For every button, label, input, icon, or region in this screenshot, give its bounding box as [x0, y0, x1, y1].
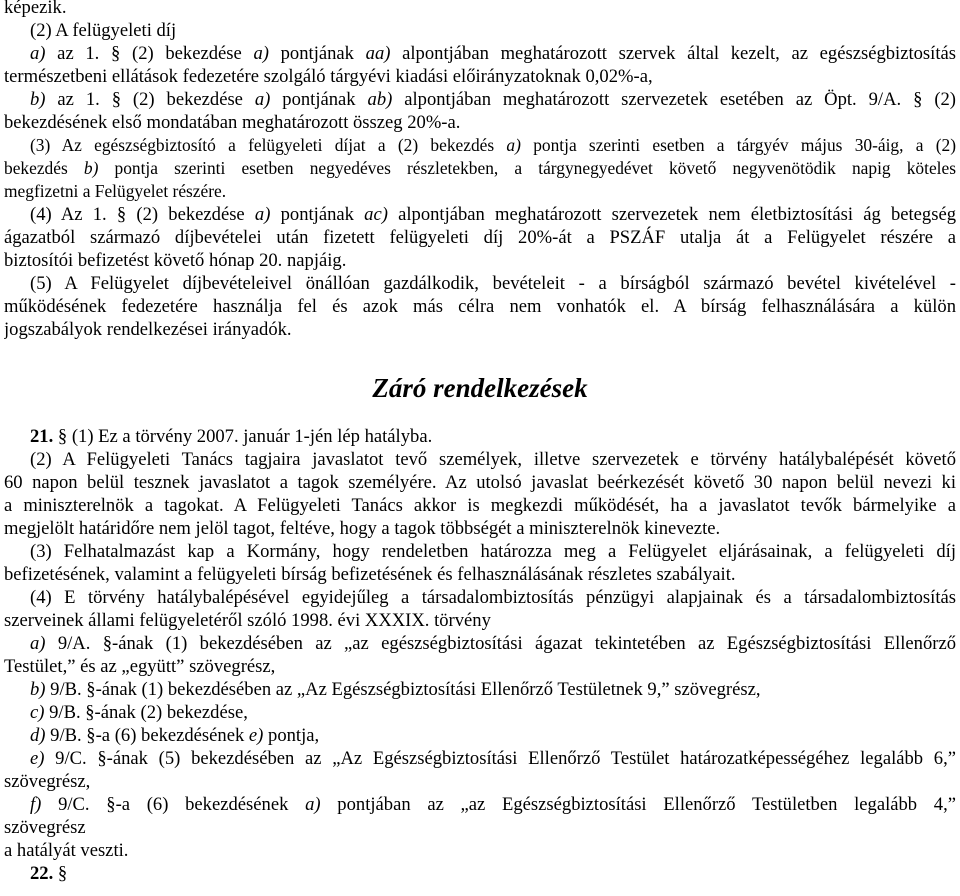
text-line: szövegrész	[4, 817, 86, 838]
text-line: d) 9/B. §-a (6) bekezdésének e) pontja,	[30, 725, 320, 746]
text-line: (3) Az egészségbiztosító a felügyeleti díjat a (2) bekezdés a) pontja szerinti esetben a tárgyév május 30-áig, a (2)	[30, 135, 956, 155]
text-line: szerveinek állami felügyeletéről szóló 1998. évi XXXIX. törvény	[4, 610, 491, 631]
text-line: Testület,” és az „együtt” szövegrész,	[4, 656, 276, 677]
text-line: (2) A Felügyeleti Tanács tagjaira javaslatot tevő személyek, illetve szervezetek e törvény hatálybalépését követő	[30, 449, 956, 470]
text-line: bekezdésének első mondatában meghatározott összeg 20%-a.	[4, 112, 461, 133]
text-line: f) 9/C. §-a (6) bekezdésének a) pontjában az „az Egészségbiztosítási Ellenőrző Testületben legalább 4,”	[30, 794, 956, 815]
text-line: a miniszterelnök a tagokat. A Felügyeleti Tanács akkor is megkezdi működését, ha a javaslatot tevők bármelyike a	[4, 495, 956, 516]
text-line: e) 9/C. §-ának (5) bekezdésében az „Az Egészségbiztosítási Ellenőrző Testület határozatképességéhez legalább 6,”	[30, 748, 956, 769]
text-line: (5) A Felügyelet díjbevételeivel önállóan gazdálkodik, bevételeit - a bírságból származó bevétel kivételével -	[30, 273, 956, 294]
text-line: b) az 1. § (2) bekezdése a) pontjának ab) alpontjában meghatározott szervezetek esetében az Öpt. 9/A. § (2)	[30, 89, 956, 110]
text-line: ágazatból származó díjbevételei után fizetett felügyeleti díj 20%-át a PSZÁF utalja át a Felügyelet részére a	[4, 227, 956, 248]
text-line: (2) A felügyeleti díj	[30, 20, 177, 41]
text-line: megfizetni a Felügyelet részére.	[4, 181, 227, 201]
text-line: képezik.	[4, 0, 67, 18]
text-line: működésének fedezetére használja fel és azok más célra nem vonhatók el. A bírság felhasználására a külön	[4, 296, 956, 317]
text-line: 60 napon belül tesznek javaslatot a tagok személyére. Az utolsó javaslat beérkezését követő 30 napon belül nevezi ki	[4, 472, 956, 493]
text-line: megjelölt határidőre nem jelöl tagot, feltéve, hogy a tagok többségét a miniszterelnök kinevezte.	[4, 518, 721, 539]
text-line: természetbeni ellátások fedezetére szolgáló tárgyévi kiadási előirányzatoknak 0,02%-a,	[4, 66, 653, 87]
text-line: (3) Felhatalmazást kap a Kormány, hogy rendeletben határozza meg a Felügyelet eljárásainak, a felügyeleti díj	[30, 541, 956, 562]
text-line: c) 9/B. §-ának (2) bekezdése,	[30, 702, 248, 723]
text-line: (4) E törvény hatálybalépésével egyidejűleg a társadalombiztosítás pénzügyi alapjainak és a társadalombiztosítás	[30, 587, 956, 608]
text-line: biztosítói befizetést követő hónap 20. napjáig.	[4, 250, 347, 271]
section-heading: Záró rendelkezések	[372, 373, 588, 403]
text-line: b) 9/B. §-ának (1) bekezdésében az „Az Egészségbiztosítási Ellenőrző Testületnek 9,” szövegrész,	[30, 679, 761, 700]
text-line: szövegrész,	[4, 771, 91, 792]
text-line: 21. § (1) Ez a törvény 2007. január 1-jén lép hatályba.	[30, 426, 433, 447]
text-line: a) 9/A. §-ának (1) bekezdésében az „az egészségbiztosítási ágazat tekintetében az Egészségbiztosítási Ellenőrző	[30, 633, 956, 654]
text-line: jogszabályok rendelkezései irányadók.	[4, 319, 292, 340]
text-line: (4) Az 1. § (2) bekezdése a) pontjának ac) alpontjában meghatározott szervezetek nem életbiztosítási ág betegség	[30, 204, 956, 225]
text-line: 22. §	[30, 863, 68, 884]
text-line: bekezdés b) pontja szerinti esetben negyedéves részletekben, a tárgynegyedévet követő negyvenötödik napig köteles	[4, 158, 956, 178]
text-line: befizetésének, valamint a felügyeleti bírság befizetésének és felhasználásának részletes szabályait.	[4, 564, 736, 585]
text-line: a) az 1. § (2) bekezdése a) pontjának aa) alpontjában meghatározott szervek által kezelt, az egészségbiztosítás	[30, 43, 956, 64]
text-line: a hatályát veszti.	[4, 840, 129, 861]
